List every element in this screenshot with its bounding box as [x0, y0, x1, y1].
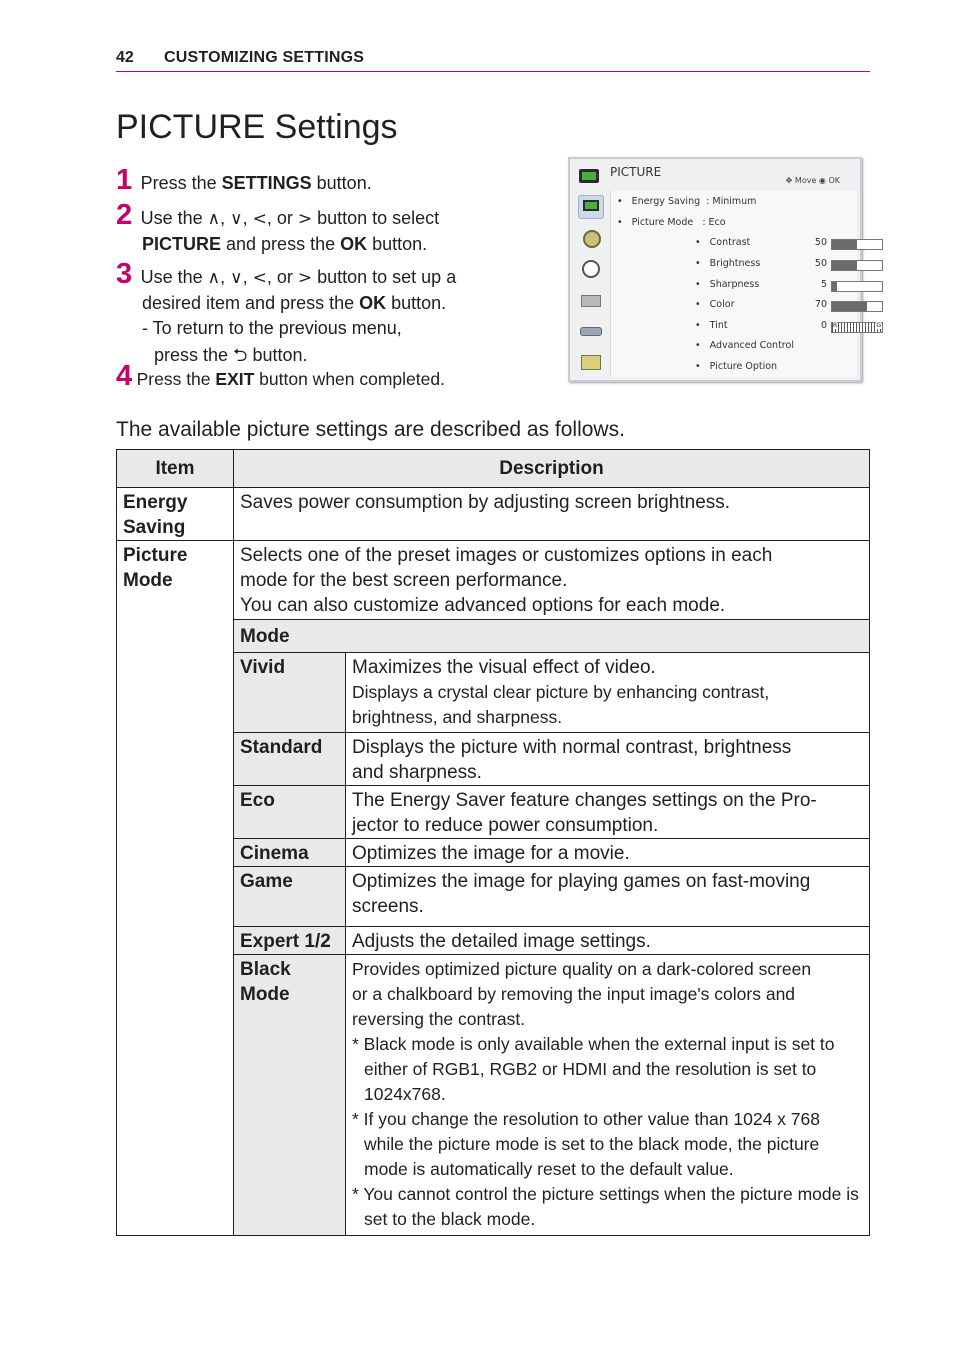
desc-expert: Adjusts the detailed image settings. — [346, 927, 870, 955]
desc-vivid: Maximizes the visual effect of video. Displays a crystal clear picture by enhancing contrast, brightness, and sharpness. — [346, 653, 870, 733]
slider-row-tint[interactable]: • Tint — [695, 320, 728, 331]
slider-value: 50 — [814, 237, 827, 248]
time-icon[interactable] — [578, 257, 602, 279]
slider-row-sharpness[interactable]: • Sharpness — [695, 279, 760, 290]
slider-fill — [832, 282, 837, 291]
menu-item-picture-mode[interactable]: • Picture Mode : Eco — [617, 217, 726, 228]
mode-standard: Standard — [234, 733, 346, 786]
mode-eco: Eco — [234, 786, 346, 839]
left-arrow-icon: < — [252, 268, 267, 288]
left-arrow-icon: < — [252, 209, 267, 229]
tint-g-mark: G — [876, 322, 881, 329]
table-header-row — [117, 450, 870, 488]
step-number: 4 — [116, 360, 133, 392]
step-2: 2 Use the ∧, ∨, <, or > button to select PICTURE and press the OK button. — [116, 199, 440, 254]
sharpness-slider[interactable] — [831, 281, 883, 292]
note-black-input: * Black mode is only available when the external input is set to either of RGB1, RGB2 or HDMI and the resolution is set to 1024x768. — [352, 1034, 835, 1104]
slider-row-brightness[interactable]: • Brightness — [695, 258, 761, 269]
mode-black: Black Mode — [234, 955, 346, 1236]
tint-r-mark: R — [833, 322, 838, 329]
section-title: CUSTOMIZING SETTINGS — [164, 49, 365, 66]
menu-nav-hint: ✥ Move ◉ OK — [785, 176, 840, 185]
step-text: Press the EXIT button when completed. — [136, 369, 445, 389]
step-number: 2 — [116, 199, 133, 231]
slider-row-color[interactable]: • Color — [695, 299, 735, 310]
item-picture-mode: Picture Mode — [117, 541, 234, 1236]
desc-game: Optimizes the image for playing games on fast-moving screens. — [346, 867, 870, 927]
contrast-slider[interactable] — [831, 239, 883, 250]
brightness-slider[interactable] — [831, 260, 883, 271]
menu-item-energy-saving[interactable]: • Energy Saving : Minimum — [617, 196, 757, 207]
ok-icon: ◉ — [818, 176, 826, 185]
tint-slider[interactable] — [831, 322, 883, 333]
up-arrow-icon: ∧ — [207, 268, 221, 288]
mode-expert: Expert 1/2 — [234, 927, 346, 955]
step-number: 3 — [116, 258, 133, 290]
slider-value: 70 — [814, 299, 827, 310]
menu-item-advanced-control[interactable]: • Advanced Control — [695, 340, 794, 351]
right-arrow-icon: > — [297, 209, 313, 229]
step-text: Use the ∧, ∨, <, or > button to select — [140, 208, 440, 229]
back-arrow-icon: ⮌ — [233, 345, 248, 366]
step-1 — [116, 166, 372, 196]
menu-list — [610, 191, 881, 377]
mode-subheader: Mode — [234, 620, 870, 653]
page-number: 42 — [116, 49, 134, 66]
slider-fill — [832, 261, 857, 270]
mode-game: Game — [234, 867, 346, 927]
desc-picture-mode: Selects one of the preset images or customizes options in each mode for the best screen performance. You can also customize advanced options for each mode. — [234, 541, 870, 620]
desc-energy-saving: Saves power consumption by adjusting screen brightness. — [234, 488, 870, 541]
option-icon[interactable] — [578, 320, 602, 342]
step-4 — [116, 362, 445, 392]
slider-row-contrast[interactable]: • Contrast — [695, 237, 751, 248]
menu-title: PICTURE — [610, 165, 662, 179]
slider-value: 5 — [820, 279, 827, 290]
move-icon: ✥ — [785, 176, 793, 185]
input-icon[interactable] — [578, 351, 602, 373]
step-3: 3 Use the ∧, ∨, <, or > button to set up a desired item and press the OK button. - To return to the previous menu, press the ⮌ button. — [116, 258, 457, 366]
table-row — [117, 488, 870, 541]
right-arrow-icon: > — [297, 268, 313, 288]
tv-icon — [579, 169, 599, 183]
slider-fill — [832, 240, 857, 249]
slider-value: 0 — [820, 320, 827, 331]
down-arrow-icon: ∨ — [230, 268, 243, 288]
settings-table — [116, 449, 870, 1236]
color-slider[interactable] — [831, 301, 883, 312]
item-energy-saving: Energy Saving — [117, 488, 234, 541]
column-header-description: Description — [234, 450, 870, 488]
slider-fill — [832, 302, 867, 311]
desc-black-mode: Provides optimized picture quality on a dark-colored screen or a chalkboard by removing the input image's colors and reversing the contrast. * Black mode is only available when the external input is set to either of RGB1, RGB2 or HDMI and the resolution is set to 1024x768. * If you change the resolution to other value than 1024 x 768 while the picture mode is set to the black mode, the picture mode is automatically reset to the default value. * You cannot control the picture settings when the picture mode is set to the black mode. — [346, 955, 870, 1236]
note-black-resolution: * If you change the resolution to other value than 1024 x 768 while the picture mode is set to the black mode, the picture mode is automatically reset to the default value. — [352, 1109, 820, 1179]
up-arrow-icon: ∧ — [207, 209, 221, 229]
desc-eco: The Energy Saver feature changes settings on the Pro- jector to reduce power consumption. — [346, 786, 870, 839]
mode-cinema: Cinema — [234, 839, 346, 867]
down-arrow-icon: ∨ — [230, 209, 243, 229]
step-text: Use the ∧, ∨, <, or > button to set up a — [140, 267, 457, 288]
slider-value: 50 — [814, 258, 827, 269]
audio-icon[interactable] — [578, 227, 602, 249]
intro-text: The available picture settings are described as follows. — [116, 418, 625, 441]
page-title: PICTURE Settings — [116, 108, 398, 146]
step-number: 1 — [116, 164, 133, 196]
mode-vivid: Vivid — [234, 653, 346, 733]
step-text: Press the SETTINGS button. — [140, 173, 372, 193]
desc-standard: Displays the picture with normal contrast, brightness and sharpness. — [346, 733, 870, 786]
header-rule — [116, 71, 870, 72]
picture-icon[interactable] — [578, 195, 604, 219]
note-black-control: * You cannot control the picture settings when the picture mode is set to the black mode. — [352, 1184, 859, 1229]
picture-menu-screenshot — [568, 157, 881, 382]
column-header-item: Item — [117, 450, 234, 488]
menu-sidebar — [572, 191, 608, 377]
menu-item-picture-option[interactable]: • Picture Option — [695, 361, 778, 372]
desc-cinema: Optimizes the image for a movie. — [346, 839, 870, 867]
table-row — [117, 541, 870, 620]
setup-icon[interactable] — [578, 289, 602, 311]
